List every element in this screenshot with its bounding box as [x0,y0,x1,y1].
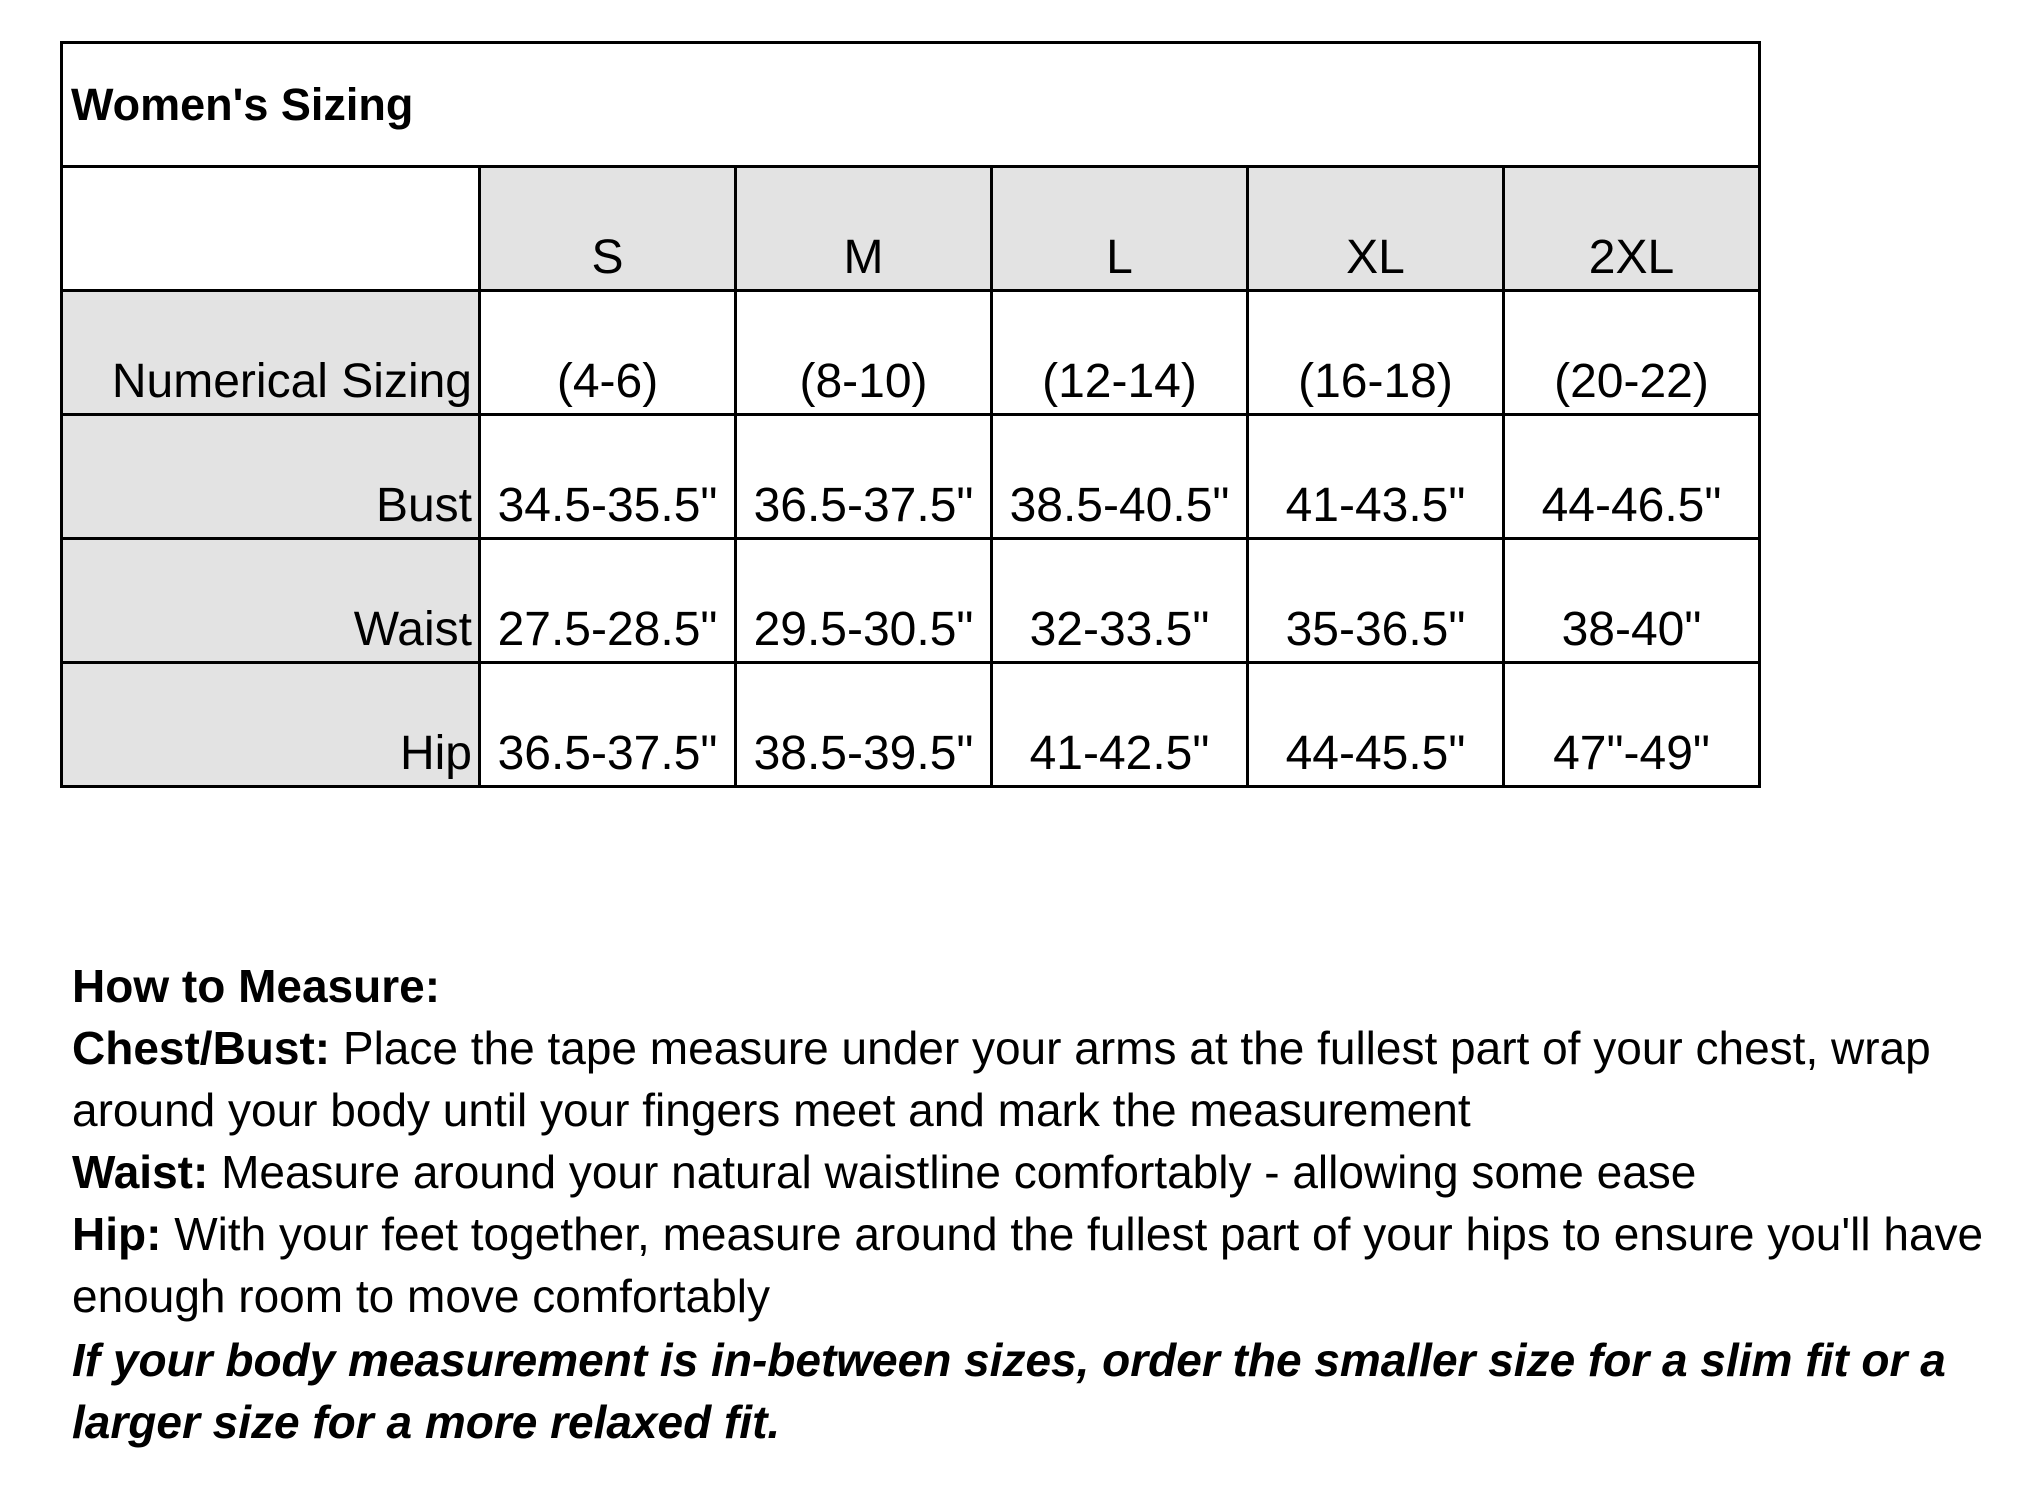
sizing-table [60,41,1761,788]
row-label-waist: Waist [62,539,480,663]
table-cell: 41-43.5" [1248,415,1504,539]
table-row-bust [62,415,1760,539]
table-cell: 44-45.5" [1248,663,1504,787]
table-cell: (8-10) [736,291,992,415]
table-row-hip [62,663,1760,787]
table-cell: 34.5-35.5" [480,415,736,539]
table-cell: 38.5-39.5" [736,663,992,787]
waist-instruction [72,1141,2012,1203]
table-cell: 27.5-28.5" [480,539,736,663]
table-cell: 35-36.5" [1248,539,1504,663]
table-cell: 36.5-37.5" [480,663,736,787]
row-label-bust: Bust [62,415,480,539]
table-title-row [62,43,1760,167]
size-header-row [62,167,1760,291]
table-cell: 29.5-30.5" [736,539,992,663]
table-cell: (16-18) [1248,291,1504,415]
hip-text: With your feet together, measure around the fullest part of your hips to ensure you'll have enough room to move comfortably [72,1208,1984,1322]
table-cell: (4-6) [480,291,736,415]
table-cell: (20-22) [1504,291,1760,415]
size-header-s: S [480,167,736,291]
table-cell: 47"-49" [1504,663,1760,787]
hip-instruction [72,1203,2012,1327]
waist-label: Waist: [72,1146,209,1198]
table-cell: 38-40" [1504,539,1760,663]
size-header-m: M [736,167,992,291]
table-row-waist [62,539,1760,663]
size-header-xl: XL [1248,167,1504,291]
table-cell: 36.5-37.5" [736,415,992,539]
waist-text: Measure around your natural waistline comfortably - allowing some ease [208,1146,1697,1198]
table-cell: (12-14) [992,291,1248,415]
size-header-2xl: 2XL [1504,167,1760,291]
chest-instruction [72,1017,2012,1141]
chest-label: Chest/Bust: [72,1022,331,1074]
size-header-l: L [992,167,1248,291]
fit-note: If your body measurement is in-between sizes, order the smaller size for a slim fit or a larger size for a more relaxed fit. [72,1334,1946,1448]
chest-text: Place the tape measure under your arms at the fullest part of your chest, wrap around your body until your fingers meet and mark the measurement [72,1022,1931,1136]
table-row-numerical-sizing [62,291,1760,415]
table-cell: 41-42.5" [992,663,1248,787]
table-cell: 44-46.5" [1504,415,1760,539]
row-label-hip: Hip [62,663,480,787]
table-cell: 32-33.5" [992,539,1248,663]
measure-instructions [72,955,2012,1453]
instructions-heading: How to Measure: [72,960,441,1012]
header-corner-cell [62,167,480,291]
hip-label: Hip: [72,1208,162,1260]
row-label-numerical-sizing: Numerical Sizing [62,291,480,415]
table-cell: 38.5-40.5" [992,415,1248,539]
table-title: Women's Sizing [62,43,1760,167]
